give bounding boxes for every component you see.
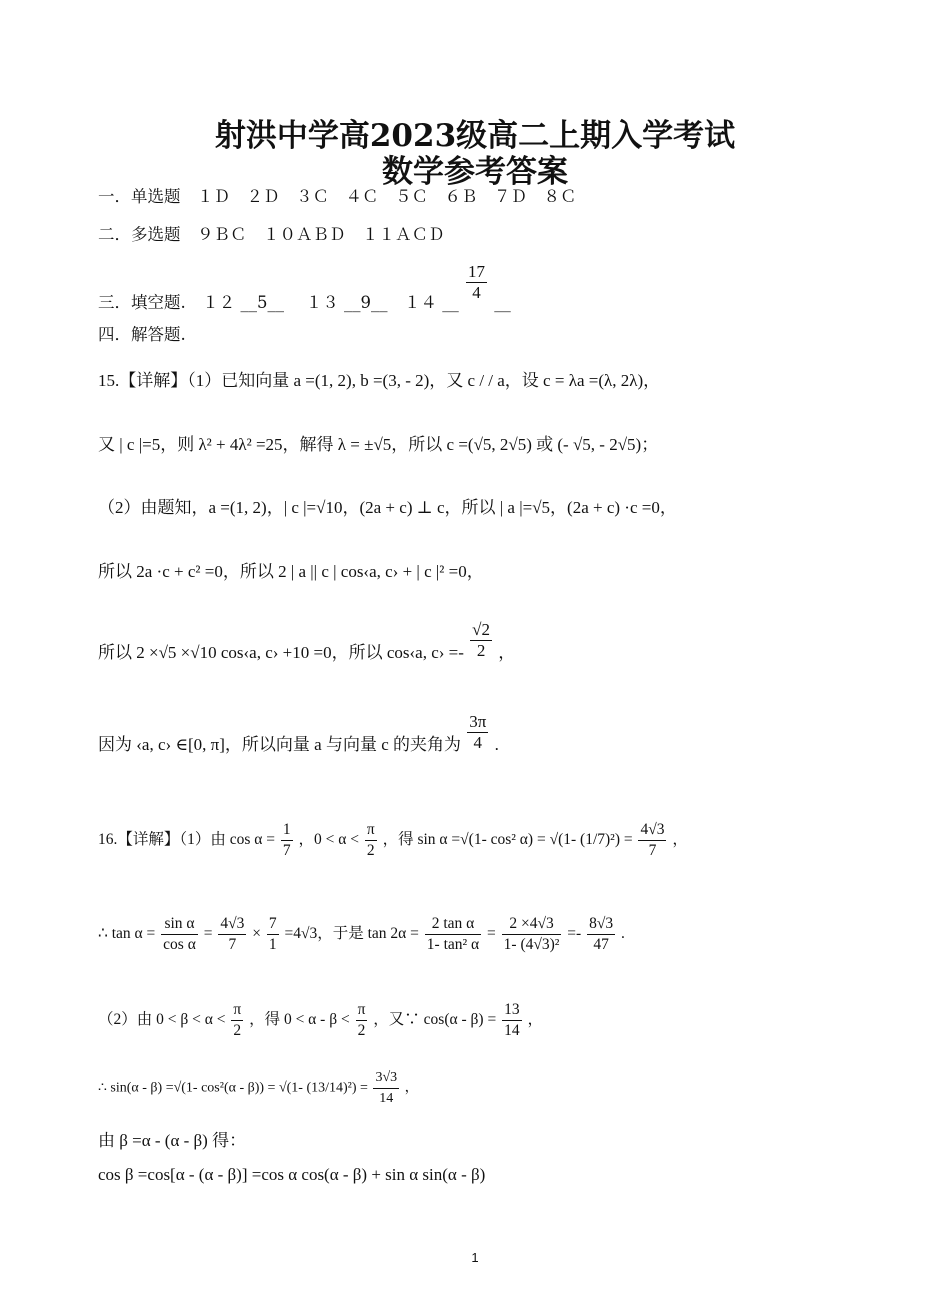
frac-numerator: 3π [469,712,487,731]
q16-line-3 [98,1000,543,1041]
q15-l5-fraction [470,620,492,661]
fill-blank-label: 三．填空题. １２ __5__ １３ __9__ １４ __ [98,293,459,312]
q16-line-4 [98,1068,419,1109]
frac-denominator: 1- (4√3)² [503,936,560,953]
frac-numerator: π [365,820,377,841]
q16-l4-b: ， [404,1080,419,1096]
frac-denominator: 47 [593,936,609,953]
section-multi-choice: 二．多选题 ９ＢＣ １０ＡＢＤ １１ＡＣＤ [98,225,445,244]
q16-line-2 [98,914,625,955]
q16-l2-b: = [203,925,213,943]
frac-denominator: 14 [379,1091,394,1106]
q15-l5-text: 所以 2 ×√5 ×√10 cos‹a, c› +10 =0，所以 cos‹a, c› =- [98,643,464,662]
section-single-choice: 一．单选题 １Ｄ ２Ｄ ３Ｃ ４Ｃ ５Ｃ ６Ｂ ７Ｄ ８Ｃ [98,187,577,206]
frac-denominator: 4 [473,733,483,752]
q16-l3-c: ，又∵ cos(α - β) = [373,1011,497,1029]
q15-l6-text: 因为 ‹a, c› ∈[0, π]，所以向量 a 与向量 c 的夹角为 [98,735,461,754]
q16-l4-a: ∴ sin(α - β) =√(1- cos²(α - β)) = √(1- (13/14)²) = [98,1080,368,1096]
q16-l3-a: （2）由 0 < β < α < [98,1011,226,1029]
frac-numerator: 8√3 [587,914,615,935]
q16-l1-d: ， [672,831,688,849]
frac-numerator: 2 ×4√3 [502,914,562,935]
frac-denominator: 14 [504,1022,520,1039]
q16-l1-frac2 [365,820,377,861]
q16-l2-frac6 [587,914,615,955]
frac-denominator: 1 [268,936,277,953]
q16-l1-b: ，0 < α < [298,831,360,849]
q15-line-5 [98,620,515,664]
frac-denominator: 4 [472,283,481,302]
q16-l2-frac3 [267,914,279,955]
q15-line-3: （2）由题知，a =(1, 2)，| c |=√10，(2a + c) ⊥ c，所以 | a |=√5，(2a + c) ·c =0， [98,498,677,517]
frac-numerator: 17 [467,262,485,281]
q16-line-5: 由 β =α - (α - β) 得： [98,1131,247,1150]
frac-numerator: 13 [502,1000,522,1021]
q16-line-1 [98,820,688,861]
q16-l3-b: ，得 0 < α - β < [249,1011,350,1029]
frac-numerator: 7 [267,914,279,935]
q16-l2-frac5 [502,914,562,955]
frac-numerator: 2 tan α [425,914,481,935]
q16-l1-frac3 [638,820,666,861]
q15-line-4: 所以 2a ·c + c² =0，所以 2 | a || c | cos‹a, c› + | c |² =0， [98,562,484,581]
frac-denominator: 1- tan² α [426,936,480,953]
section-answers: 四．解答题. [98,325,186,344]
frac-numerator: 4√3 [218,914,246,935]
q15-line-2: 又 | c |=5，则 λ² + 4λ² =25，解得 λ = ±√5，所以 c =(√5, 2√5) 或 (- √5, - 2√5)； [98,435,659,454]
q16-l2-g: . [620,925,625,943]
page-title: 射洪中学高2023级高二上期入学考试 [214,118,736,154]
q16-l2-f: =- [567,925,582,943]
q16-l2-c: × [252,925,261,943]
q15-line-1: 15.【详解】（1）已知向量 a =(1, 2), b =(3, - 2)，又 c / / a，设 c = λa =(λ, 2λ)， [98,371,661,390]
section-fill-blank [98,262,511,314]
frac-numerator: 3√3 [373,1068,399,1089]
frac-numerator: sin α [161,914,198,935]
q16-l3-frac3 [502,1000,522,1041]
fill-blank-fraction [466,262,487,303]
frac-denominator: 7 [282,842,291,859]
frac-denominator: 7 [648,842,657,859]
frac-numerator: π [231,1000,243,1021]
frac-numerator: √2 [472,620,491,639]
q16-l2-frac1 [161,914,198,955]
q16-l3-frac2 [356,1000,368,1041]
q15-l5-tail: ， [498,643,516,662]
fill-blank-tail: __ [494,293,511,312]
frac-denominator: 2 [357,1022,366,1039]
frac-denominator: 2 [366,842,375,859]
frac-denominator: 7 [228,936,237,953]
page-subtitle: 数学参考答案 [382,154,568,190]
q16-l2-d: =4√3，于是 tan 2α = [284,925,419,943]
q15-line-6 [98,712,499,756]
q16-l1-c: ，得 sin α =√(1- cos² α) = √(1- (1/7)²) = [382,831,633,849]
page-number: 1 [471,1250,479,1265]
frac-numerator: π [356,1000,368,1021]
q16-line-6: cos β =cos[α - (α - β)] =cos α cos(α - β) + sin α sin(α - β) [98,1165,486,1184]
q15-l6-tail: . [494,735,499,754]
q15-l6-fraction [467,712,488,753]
q16-l2-a: ∴ tan α = [98,925,156,943]
q16-l1-a: 16.【详解】（1）由 cos α = [98,831,276,849]
q16-l2-e: = [487,925,496,943]
frac-numerator: 4√3 [638,820,666,841]
frac-denominator: 2 [476,641,486,660]
q16-l2-frac4 [425,914,481,955]
q16-l4-frac1 [373,1068,399,1109]
frac-numerator: 1 [281,820,293,841]
frac-denominator: 2 [233,1022,242,1039]
q16-l1-frac1 [281,820,293,861]
q16-l3-d: ， [527,1011,543,1029]
frac-denominator: cos α [163,936,196,953]
q16-l2-frac2 [218,914,246,955]
q16-l3-frac1 [231,1000,243,1041]
